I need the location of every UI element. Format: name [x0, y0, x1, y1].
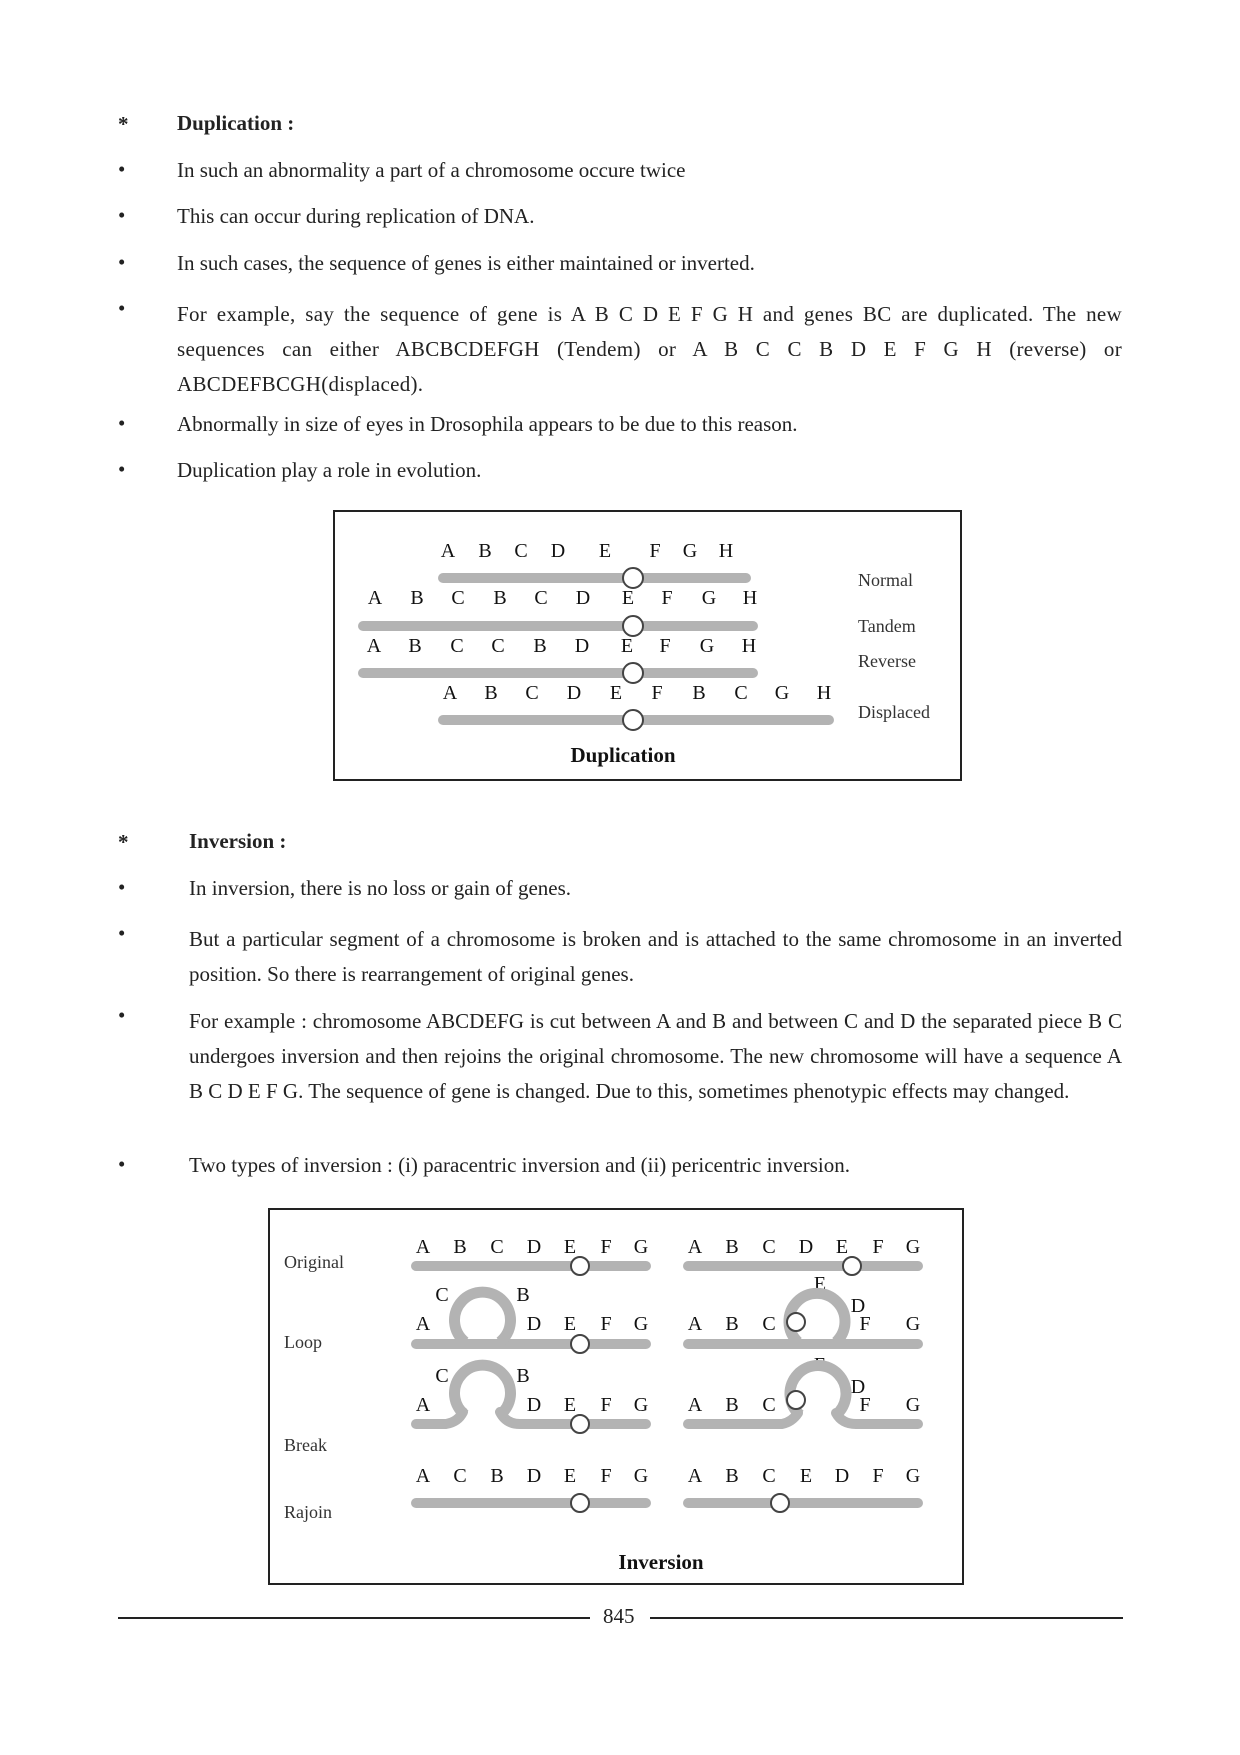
gene-label: A — [440, 540, 456, 562]
gene-label: D — [798, 1236, 814, 1258]
gene-label: B — [490, 1465, 504, 1487]
gene-label: G — [774, 682, 790, 704]
inversion-point-3: For example : chromosome ABCDEFG is cut between A and B and between C and D the separated piece B C undergoes inversion and then rejoins the original chromosome. The new chromosome will have a sequence A B C D E F G. The sequence of gene is changed. Due to this, sometimes phenotypic effects may changed. — [189, 1009, 1122, 1103]
gene-label: A — [687, 1313, 703, 1335]
gene-label: G — [633, 1465, 649, 1487]
centromere — [623, 663, 643, 683]
gene-label: F — [872, 1236, 884, 1258]
centromere — [571, 1415, 589, 1433]
gene-label: E — [563, 1236, 577, 1258]
gene-label: F — [600, 1465, 612, 1487]
gene-label: B — [692, 682, 706, 704]
duplication-point-4: For example, say the sequence of gene is A B C D E F G H and genes BC are duplicated. The new sequences can either ABCBCDEFGH (Tendem) or A B C C B D E F G H (reverse) or ABCDEFBCGH(displaced). — [177, 302, 1122, 396]
row-label-normal: Normal — [858, 570, 913, 590]
gene-label: F — [859, 1394, 871, 1416]
bullet: • — [118, 411, 126, 435]
gene-label: D — [575, 587, 591, 609]
bullet: • — [118, 921, 126, 945]
gene-label: G — [699, 635, 715, 657]
gene-label: F — [859, 1313, 871, 1335]
gene-label: G — [682, 540, 698, 562]
centromere — [771, 1494, 789, 1512]
section-marker-star: * — [118, 112, 129, 136]
gene-label: D — [850, 1376, 866, 1398]
gene-label: G — [905, 1313, 921, 1335]
gene-label: F — [651, 682, 663, 704]
row-label-reverse: Reverse — [858, 651, 916, 671]
centromere — [623, 616, 643, 636]
gene-label: H — [718, 540, 734, 562]
gene-label: B — [453, 1236, 467, 1258]
gene-label: F — [649, 540, 661, 562]
row-label-displaced: Displaced — [858, 702, 930, 722]
gene-label: E — [799, 1465, 813, 1487]
bullet: • — [118, 875, 126, 899]
row-label-original: Original — [284, 1252, 344, 1272]
gene-label: D — [526, 1313, 542, 1335]
gene-label: E — [621, 587, 635, 609]
gene-label: B — [410, 587, 424, 609]
duplication-figure — [333, 510, 963, 782]
row-label-break: Break — [284, 1435, 327, 1455]
gene-label: C — [762, 1394, 776, 1416]
centromere — [571, 1494, 589, 1512]
footer-rule-left — [118, 1617, 590, 1619]
gene-label: F — [872, 1465, 884, 1487]
section-heading-duplication: Duplication : — [177, 111, 295, 135]
bullet: • — [118, 457, 126, 481]
figure-border — [334, 511, 961, 780]
centromere — [787, 1391, 805, 1409]
centromere — [623, 568, 643, 588]
gene-label: A — [415, 1236, 431, 1258]
gene-label: H — [816, 682, 832, 704]
gene-label: C — [491, 635, 505, 657]
page-number: 845 — [603, 1604, 635, 1628]
inversion-point-4: Two types of inversion : (i) paracentric inversion and (ii) pericentric inversion. — [189, 1153, 850, 1177]
gene-label: D — [850, 1295, 866, 1317]
gene-label: G — [905, 1394, 921, 1416]
gene-label: B — [725, 1465, 739, 1487]
gene-label: E — [563, 1465, 577, 1487]
centromere — [571, 1257, 589, 1275]
gene-label: F — [600, 1394, 612, 1416]
gene-label: D — [550, 540, 566, 562]
gene-label: C — [451, 587, 465, 609]
gene-label: G — [633, 1394, 649, 1416]
gene-label: E — [598, 540, 612, 562]
centromere — [571, 1335, 589, 1353]
gene-label: B — [725, 1236, 739, 1258]
bullet: • — [118, 1152, 126, 1176]
gene-label: C — [734, 682, 748, 704]
gene-label: C — [435, 1284, 449, 1306]
gene-label: B — [725, 1394, 739, 1416]
gene-label: D — [566, 682, 582, 704]
gene-label: A — [366, 635, 382, 657]
bullet: • — [118, 296, 126, 320]
gene-label: E — [563, 1394, 577, 1416]
duplication-point-1: In such an abnormality a part of a chromosome occure twice — [177, 158, 686, 182]
inversion-point-2: But a particular segment of a chromosome is broken and is attached to the same chromosome in an inverted position. So there is rearrangement of original genes. — [189, 927, 1122, 986]
gene-label: E — [620, 635, 634, 657]
gene-label: B — [408, 635, 422, 657]
gene-label: E — [609, 682, 623, 704]
gene-label: A — [442, 682, 458, 704]
gene-label: C — [514, 540, 528, 562]
gene-label: G — [905, 1236, 921, 1258]
gene-label: C — [490, 1236, 504, 1258]
gene-label: F — [659, 635, 671, 657]
duplication-point-6: Duplication play a role in evolution. — [177, 458, 482, 482]
gene-label: F — [600, 1313, 612, 1335]
gene-label: G — [633, 1313, 649, 1335]
gene-label: C — [534, 587, 548, 609]
duplication-point-2: This can occur during replication of DNA. — [177, 204, 535, 228]
gene-label: B — [484, 682, 498, 704]
gene-label: H — [741, 635, 757, 657]
bullet: • — [118, 157, 126, 181]
bullet: • — [118, 203, 126, 227]
gene-label: D — [574, 635, 590, 657]
figure-caption: Duplication — [570, 743, 676, 767]
gene-label: A — [415, 1465, 431, 1487]
gene-label: C — [435, 1365, 449, 1387]
gene-label: C — [762, 1236, 776, 1258]
gene-label: C — [762, 1465, 776, 1487]
gene-label: C — [450, 635, 464, 657]
gene-label: D — [526, 1236, 542, 1258]
gene-label: F — [661, 587, 673, 609]
gene-label: D — [526, 1465, 542, 1487]
bullet: • — [118, 250, 126, 274]
footer-rule-right — [650, 1617, 1123, 1619]
gene-label: E — [835, 1236, 849, 1258]
gene-label: E — [563, 1313, 577, 1335]
gene-label: B — [516, 1365, 530, 1387]
gene-label: G — [905, 1465, 921, 1487]
row-label-tandem: Tandem — [858, 616, 916, 636]
bullet: • — [118, 1003, 126, 1027]
gene-label: E — [813, 1273, 827, 1295]
centromere — [787, 1313, 805, 1331]
gene-label: B — [533, 635, 547, 657]
gene-label: A — [367, 587, 383, 609]
gene-label: A — [415, 1394, 431, 1416]
row-label-rejoin: Rajoin — [284, 1502, 332, 1522]
duplication-point-3: In such cases, the sequence of genes is either maintained or inverted. — [177, 251, 755, 275]
gene-label: B — [725, 1313, 739, 1335]
row-label-loop: Loop — [284, 1332, 322, 1352]
gene-label: D — [526, 1394, 542, 1416]
gene-label: F — [600, 1236, 612, 1258]
gene-label: H — [742, 587, 758, 609]
figure-caption: Inversion — [618, 1550, 704, 1574]
gene-label: C — [453, 1465, 467, 1487]
duplication-point-5: Abnormally in size of eyes in Drosophila appears to be due to this reason. — [177, 412, 798, 436]
gene-label: B — [478, 540, 492, 562]
gene-label: D — [834, 1465, 850, 1487]
gene-label: B — [493, 587, 507, 609]
gene-label: B — [516, 1284, 530, 1306]
centromere — [623, 710, 643, 730]
gene-label: A — [687, 1465, 703, 1487]
gene-label: E — [813, 1354, 827, 1376]
gene-label: A — [687, 1394, 703, 1416]
gene-label: A — [687, 1236, 703, 1258]
gene-label: G — [701, 587, 717, 609]
section-heading-inversion: Inversion : — [189, 829, 287, 853]
gene-label: C — [525, 682, 539, 704]
centromere — [843, 1257, 861, 1275]
section-marker-star: * — [118, 830, 129, 854]
inversion-point-1: In inversion, there is no loss or gain of genes. — [189, 876, 572, 900]
gene-label: G — [633, 1236, 649, 1258]
gene-label: C — [762, 1313, 776, 1335]
inversion-figure — [268, 1208, 965, 1586]
gene-label: A — [415, 1313, 431, 1335]
